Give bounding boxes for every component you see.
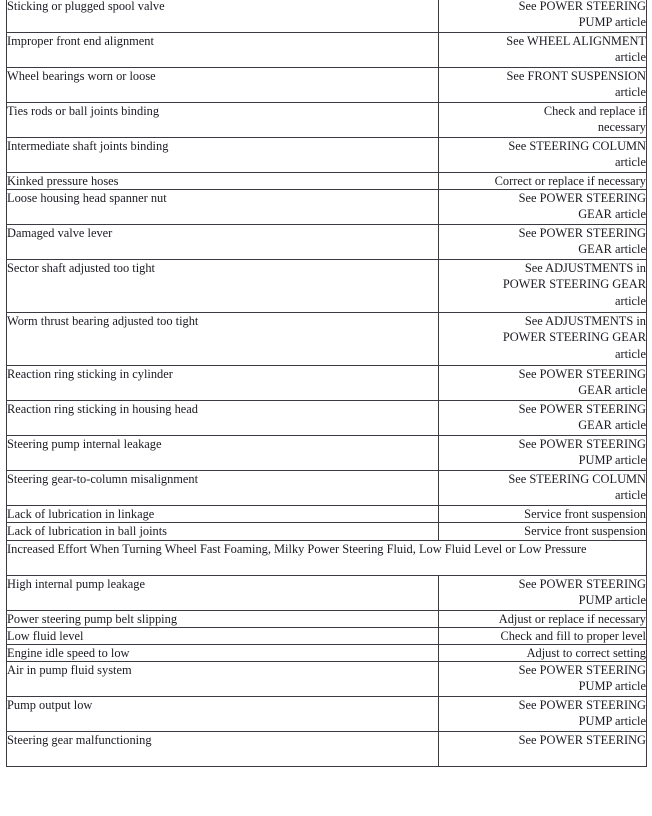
troubleshooting-table [6,0,647,767]
correction-cell [439,225,647,260]
correction-cell [439,33,647,68]
cause-cell: Damaged valve lever [7,225,439,260]
table-row [7,33,647,68]
section-heading: Increased Effort When Turning Wheel Fast Foaming, Milky Power Steering Fluid, Low Fluid Level or Low Pressure [7,540,647,575]
table-row [7,627,647,644]
correction-cell [439,138,647,173]
correction-line: See POWER STEERING [518,437,646,452]
correction-line: See WHEEL ALIGNMENT [506,34,646,48]
correction-line: GEAR article [578,383,646,398]
correction-cell [439,610,647,627]
table-row [7,732,647,767]
correction-line: See POWER STEERING [518,226,646,241]
correction-line: See STEERING COLUMN [508,472,646,487]
correction-line: article [615,155,646,170]
cause-cell: Low fluid level [7,627,439,644]
correction-line: Correct or replace if necessary [494,174,646,188]
correction-cell [439,471,647,506]
correction-line: POWER STEERING GEAR [502,330,646,345]
cause-cell: Worm thrust bearing adjusted too tight [7,313,439,366]
correction-line: Adjust or replace if necessary [498,611,646,626]
correction-line: See POWER STEERING [518,0,646,13]
correction-line: article [615,293,646,308]
correction-line: article [615,346,646,361]
cause-cell: Ties rods or ball joints binding [7,103,439,138]
cause-cell: Engine idle speed to low [7,645,439,662]
cause-cell: Reaction ring sticking in housing head [7,401,439,436]
correction-cell [439,401,647,436]
table-row [7,436,647,471]
correction-line: Service front suspension [524,524,646,539]
table-row [7,575,647,610]
cause-cell: Steering gear malfunctioning [7,732,439,767]
correction-line: See ADJUSTMENTS in [524,261,646,276]
table-section-row [7,540,647,575]
correction-line: See ADJUSTMENTS in [524,314,646,329]
correction-line: article [615,85,646,100]
table-row [7,68,647,103]
correction-cell [439,627,647,644]
correction-line: GEAR article [578,207,646,222]
correction-line: See FRONT SUSPENSION [506,69,646,83]
correction-cell [439,260,647,313]
table-row [7,173,647,190]
cause-cell: Steering gear-to-column misalignment [7,471,439,506]
correction-line: PUMP article [578,592,646,607]
table-row [7,645,647,662]
table-row [7,260,647,313]
cause-cell: Lack of lubrication in ball joints [7,523,439,540]
table-row [7,0,647,33]
correction-cell [439,506,647,523]
correction-line: PUMP article [578,679,646,694]
correction-line: See POWER STEERING [518,576,646,591]
correction-cell [439,662,647,697]
cause-cell: Kinked pressure hoses [7,173,439,190]
correction-cell [439,313,647,366]
table-row [7,506,647,523]
correction-cell [439,103,647,138]
table-row [7,138,647,173]
correction-line: POWER STEERING GEAR [502,277,646,292]
correction-line: See POWER STEERING [518,733,646,748]
correction-line: necessary [597,120,646,135]
correction-line: PUMP article [578,714,646,729]
correction-line: article [615,488,646,503]
cause-cell: Air in pump fluid system [7,662,439,697]
correction-cell [439,366,647,401]
cause-cell: Wheel bearings worn or loose [7,68,439,103]
cause-cell: Sticking or plugged spool valve [7,0,439,33]
correction-line: See STEERING COLUMN [508,139,646,153]
cause-cell: Steering pump internal leakage [7,436,439,471]
correction-cell [439,68,647,103]
correction-cell [439,732,647,767]
table-row [7,225,647,260]
cause-cell: Improper front end alignment [7,33,439,68]
cause-cell: Loose housing head spanner nut [7,190,439,225]
cause-cell: Lack of lubrication in linkage [7,506,439,523]
cause-cell: Reaction ring sticking in cylinder [7,366,439,401]
table-row [7,662,647,697]
correction-line: See POWER STEERING [518,367,646,382]
correction-cell [439,190,647,225]
cause-cell: Pump output low [7,697,439,732]
correction-line: GEAR article [578,418,646,433]
cause-cell: Intermediate shaft joints binding [7,138,439,173]
correction-line: See POWER STEERING [518,402,646,417]
cause-cell: Power steering pump belt slipping [7,610,439,627]
table-row [7,366,647,401]
table-row [7,471,647,506]
table-row [7,401,647,436]
correction-line: See POWER STEERING [518,191,646,206]
correction-line: PUMP article [578,453,646,468]
table-row [7,523,647,540]
table-row [7,610,647,627]
correction-cell [439,575,647,610]
correction-cell [439,697,647,732]
table-body [7,0,647,767]
table-row [7,103,647,138]
correction-line: PUMP article [578,15,646,30]
correction-line: Service front suspension [524,507,646,522]
correction-cell [439,173,647,190]
correction-line: Adjust to correct setting [526,646,646,661]
correction-line: GEAR article [578,242,646,257]
table-row [7,190,647,225]
correction-line: See POWER STEERING [518,663,646,678]
table-row [7,697,647,732]
correction-cell [439,436,647,471]
table-row [7,313,647,366]
correction-line: Check and replace if [543,104,646,118]
cause-cell: Sector shaft adjusted too tight [7,260,439,313]
correction-cell [439,523,647,540]
cause-cell: High internal pump leakage [7,575,439,610]
correction-line: Check and fill to proper level [500,628,646,643]
correction-line: See POWER STEERING [518,698,646,713]
correction-cell [439,645,647,662]
correction-cell [439,0,647,33]
correction-line: article [615,50,646,65]
